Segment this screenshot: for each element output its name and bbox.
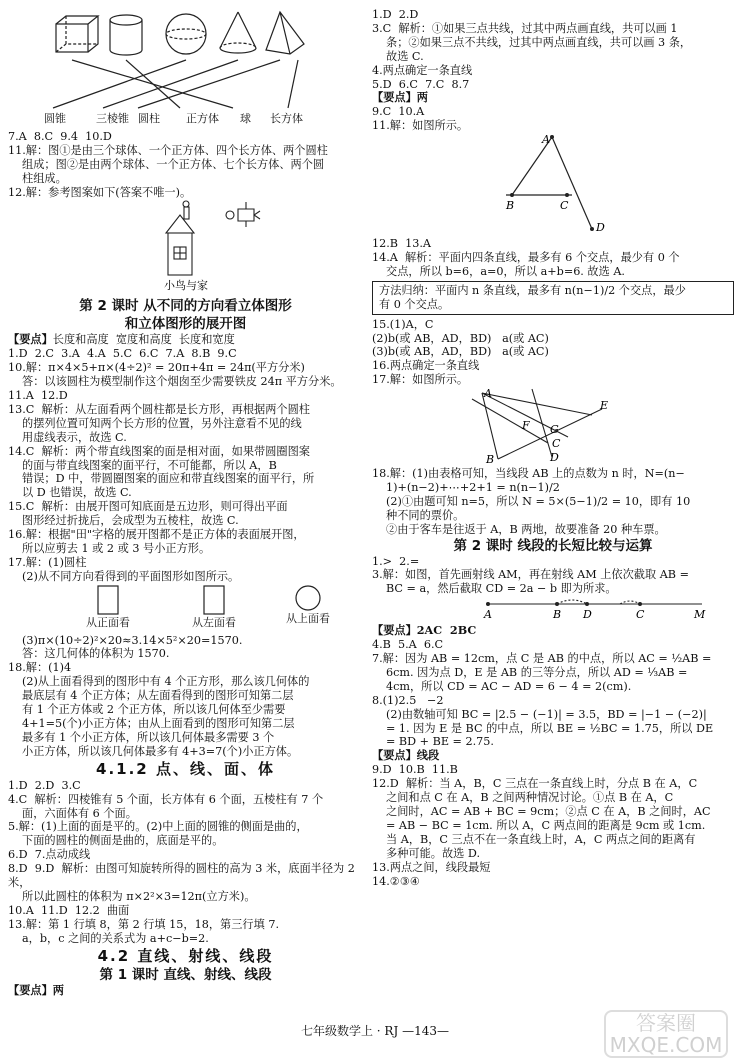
answer-line: 8.(1)2.5 −2 [372,693,444,707]
answer-line: BC = a，然后截取 CD = 2a − b 即为所求。 [386,582,617,596]
answer-line: 9.D 10.B 11.B [372,763,458,777]
point-label: G [550,423,559,437]
answer-line: 15.(1)A，C [372,317,434,331]
shape-label: 圆锥 [44,112,66,125]
shapes-matching-figure [8,8,308,126]
point-label: E [600,399,609,413]
answer-line: 有 1 个正方体或 2 个正方体，所以该几何体至少需要 [22,703,286,717]
point-label: C [560,199,569,213]
answer-line: 1.D 2.D [372,8,419,21]
key-point-text: 长度和高度 宽度和高度 长度和宽度 [52,333,235,347]
point-label: A [484,387,492,401]
section-title: 4.2 直线、射线、线段 [97,946,274,965]
bird-head [226,211,234,219]
answer-line: 11.解：如图所示。 [372,119,469,133]
answer-line: 10.解：π×4×5+π×(4÷2)² = 20π+4π = 24π(平方分米) [8,361,305,375]
answer-line: 18.解：(1)由表格可知，当线段 AB 上的点数为 n 时，N=(n− [372,467,685,481]
right-column [372,8,734,888]
answer-line: 的摆列位置可知两个长方形的位置，另外注意看不见的线 [22,416,302,430]
section-title: 和立体图形的展开图 [124,316,247,333]
answer-line: 18.解：(1)4 [8,661,72,675]
answer-line: 17.解：(1)圆柱 [8,555,87,569]
answer-line: 多种可能。故选 D. [386,846,480,860]
answer-line: = AB − BC = 1cm. 所以 A，C 两点间的距离是 9cm 或 1cm. [386,818,706,832]
answer-line: 6cm. 因为点 D，E 是 AB 的三等分点，所以 AD = ⅓AB = [386,665,688,679]
answer-line: 4.C 解析：四棱锥有 5 个面，长方体有 6 个面，五棱柱有 7 个 [8,792,324,806]
key-point-line: 【要点】两 [372,90,428,105]
shape-label: 正方体 [186,112,219,125]
house-roof [166,215,194,233]
answer-line: (3)b(或 AB，AD，BD) a(或 AC) [372,345,549,359]
answer-line: 13.解：第 1 行填 8，第 2 行填 15，18，第三行填 7. [8,917,279,931]
shape-label: 三棱锥 [96,112,129,125]
cuboid-shape [56,16,98,52]
view-label: 从上面看 [286,611,330,625]
answer-line: 12.解：参考图案如下(答案不唯一)。 [8,185,192,199]
view-label: 从左面看 [192,615,236,629]
method-line: 有 0 个交点。 [379,297,450,311]
bird-body [238,209,254,221]
point-label: B [486,453,495,464]
answer-line: 4.两点确定一条直线 [372,63,473,77]
shape-label: 圆柱 [138,112,160,125]
triangle-figure [372,133,734,233]
front-view-rect [98,586,118,614]
sphere-shape [166,14,206,54]
point-label: C [552,437,561,451]
answer-line: 所以此圆柱的体积为 π×2²×3=12π(立方米)。 [22,889,256,903]
answer-line: 5.D 6.C 7.C 8.7 [372,77,470,91]
answer-line: 1.> 2.= [372,554,420,568]
key-point-line: 【要点】两 [8,982,64,997]
section-title: 第 2 课时 从不同的方向看立体图形 [79,298,292,315]
answer-line: 答：这几何体的体积为 1570. [22,647,170,661]
answer-line: 的面与带直线图案的面平行，不可能都，所以 A，B [22,458,277,472]
answer-line: 14.A 解析：平面内四条直线，最多有 6 个交点，最少有 0 个 [372,250,680,264]
answer-line: 1.D 2.C 3.A 4.A 5.C 6.C 7.A 8.B 9.C [8,347,237,361]
pyramid-shape [266,12,304,54]
answer-line: 17.解：如图所示。 [372,373,469,387]
answer-line: 柱组成。 [22,171,67,185]
answer-line: (2)b(或 AB，AD，BD) a(或 AC) [372,331,549,345]
answer-line: 图形经过折拢后，会成型为五棱柱，故选 C. [22,514,239,528]
answer-line: a，b，c 之间的关系式为 a+c−b=2. [22,931,209,945]
point-label: M [694,608,706,621]
figure-caption: 小鸟与家 [164,279,208,293]
answer-line: 7.A 8.C 9.4 10.D [8,129,112,143]
answer-line: 13.两点之间，线段最短 [372,860,491,874]
answer-line: 13.C 解析：从左面看两个圆柱都是长方形，再根据两个圆柱 [8,402,310,416]
answer-line: (3)π×(10÷2)²×20≈3.14×5²×20=1570. [22,633,243,647]
answer-line: 种不同的票价。 [386,508,465,522]
key-point-line: 【要点】2AC 2BC [372,623,477,638]
cylinder-shape [110,15,142,55]
answer-line: (2)从上面看得到的图形中有 4 个正方形，那么该几何体的 [22,675,310,689]
point-label: A [484,608,492,621]
section-title: 第 2 课时 线段的长短比较与运算 [453,537,653,554]
section-title: 4.1.2 点、线、面、体 [96,759,275,778]
answer-line: 小正方体，所以该几何体最多有 4+3=7(个)小正方体。 [22,744,299,758]
lines-intersection-figure [372,387,734,463]
answer-line: 4+1=5(个)小正方体；由从上面看到的图形可知第二层 [22,717,295,730]
point-label: D [550,451,559,464]
answer-line: 12.D 解析：当 A，B，C 三点在一条直线上时，分点 B 在 A，C [372,777,698,791]
answer-line: 16.两点确定一条直线 [372,359,480,373]
cone-shape [220,12,256,53]
answer-line: 11.解：图①是由三个球体、一个正方体、四个长方体、两个圆柱 [8,143,328,157]
answer-line: 答：以该圆柱为模型制作这个烟囱至少需要铁皮 24π 平方分米。 [22,375,342,389]
answer-line: 16.解：根据"田"字格的展开图都不是正方体的表面展开图， [8,528,305,542]
answer-line: 用虚线表示，故选 C. [22,430,127,444]
answer-line: 3.C 解析：①如果三点共线，过其中两点画直线，共可以画 1 [372,21,678,35]
answer-line: 当 A，B，C 三点不在一条直线上时，A，C 两点之间的距离有 [386,832,696,846]
method-summary-box [372,281,734,315]
answer-line: 故选 C. [386,49,424,63]
point-label: F [522,419,530,433]
bird-and-house-figure [8,199,363,293]
answer-line: 9.C 10.A [372,105,425,119]
watermark-stamp: 答案圈 MXQE.COM [604,1010,728,1058]
answer-line: 7.解：因为 AB = 12cm，点 C 是 AB 的中点，所以 AC = ½AB = [372,652,712,665]
section-subtitle: 第 1 课时 直线、射线、线段 [99,966,272,983]
answer-line: ②由于客车是往返于 A，B 两地，故要准备 20 种车票。 [386,522,666,536]
answer-line: 5.解：(1)上面的面是平的。(2)中上面的圆锥的侧面是曲的， [8,820,308,834]
answer-line: 1.D 2.D 3.C [8,778,81,792]
matching-lines [53,60,298,108]
answer-line: (2)①由题可知 n=5，所以 N = 5×(5−1)/2 = 10，即有 10 [386,494,691,508]
page-footer: 七年级数学上 · RJ —143— [300,1024,449,1038]
point-label: D [583,608,592,621]
answer-line: 14.②③④ [372,874,420,888]
answer-line: 6.D 7.点动成线 [8,848,91,862]
answer-line: = 1. 因为 E 是 BC 的中点，所以 BE = ½BC = 1.75，所以 DE [386,721,714,735]
answer-line: 10.A 11.D 12.2 曲面 [8,903,130,917]
point-label: C [636,608,645,621]
answer-line: 错误；D 中，带圆圈图案的面应和带直线图案的面平行，所 [22,472,315,486]
point-label: B [506,199,515,213]
view-label: 从正面看 [86,615,130,629]
answer-line: 3.解：如图，首先画射线 AM，再在射线 AM 上依次截取 AB = [372,568,689,582]
left-column [8,8,363,998]
point-label: A [542,133,550,147]
answer-line: 8.D 9.D 解析：由图可知旋转所得的圆柱的高为 3 米，底面半径为 2 米， [8,862,359,890]
point-label: D [596,221,605,234]
answer-line: 4.B 5.A 6.C [372,638,444,652]
left-view-rect [204,586,224,614]
method-line: 方法归纳：平面内 n 条直线，最多有 n(n−1)/2 个交点，最少 [379,283,686,297]
answer-line: 交点，所以 b=6，a=0，所以 a+b=6. 故选 A. [386,264,625,278]
answer-line: 条；②如果三点不共线，过其中两点画直线，共可以画 3 条， [386,35,692,49]
shape-label: 长方体 [270,112,303,125]
point-label: B [553,608,562,621]
answer-line: 最多有 1 个小正方体，所以该几何体最多需要 3 个 [22,730,275,744]
answer-line: 之间和点 C 在 A，B 之间两种情况讨论。①点 B 在 A，C [386,791,674,805]
shape-label: 球 [240,112,251,125]
answer-line: 11.A 12.D [8,388,68,402]
answer-line: 14.C 解析：两个带直线图案的面是相对面，如果带圆圈图案 [8,444,310,458]
segment-construction-figure [372,596,734,620]
top-view-circle [296,586,320,610]
answer-line: (2)从不同方向看得到的平面图形如图所示。 [22,569,240,583]
answer-line: 下面的圆柱的侧面是曲的，底面是平的。 [22,834,224,848]
answer-line: 最底层有 4 个正方体；从左面看得到的图形可知第二层 [22,689,294,703]
answer-line: 4cm，所以 CD = AC − AD = 6 − 4 = 2(cm). [386,679,632,693]
answer-line: 面，六面体有 6 个面。 [22,806,137,820]
answer-line: = BD + BE = 2.75. [386,735,494,749]
answer-line: (2)由数轴可知 BC = |2.5 − (−1)| = 3.5，BD = |−1 − (−2)| [386,707,707,721]
answer-line: 12.B 13.A [372,237,431,251]
answer-line: 所以应剪去 1 或 2 或 3 号小正方形。 [22,541,211,555]
answer-line: 15.C 解析：由展开图可知底面是五边形，则可得出平面 [8,500,288,514]
answer-line: 组成；图②是由两个球体、一个正方体、七个长方体、两个圆 [22,157,325,171]
key-point-tag: 【要点】 [8,332,53,347]
answer-line: 之间时，AC = AB + BC = 9cm；②点 C 在 A，B 之间时，AC [386,804,711,818]
three-views-figure [8,584,363,630]
answer-line: 1)+(n−2)+⋯+2+1 = n(n−1)/2 [386,480,560,494]
answer-line: 以 D 也错误，故选 C. [22,486,132,500]
key-point-line: 【要点】线段 [372,748,440,763]
